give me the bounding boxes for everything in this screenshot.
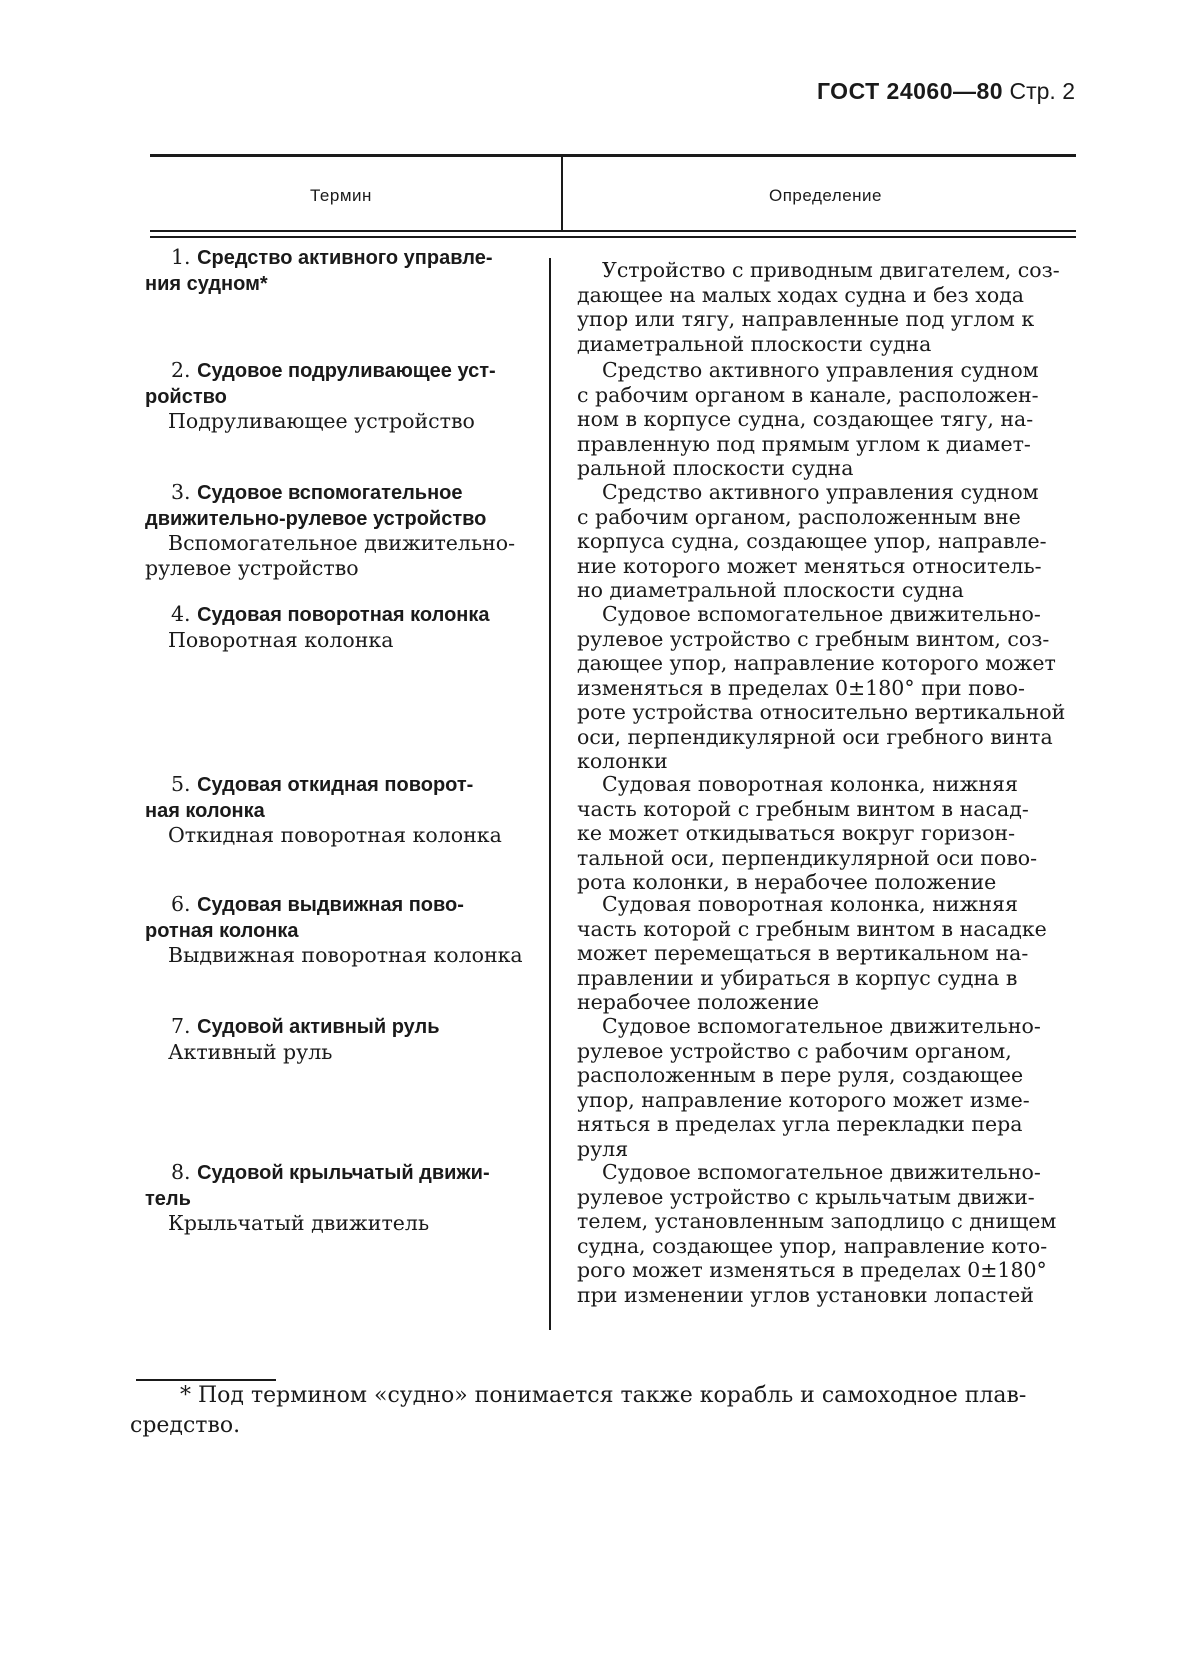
definition-line: часть которой с гребным винтом в насадке [577, 916, 1047, 941]
definition-line: диаметральной плоскости судна [577, 331, 932, 356]
definition-entry-6 [577, 892, 1083, 1015]
definition-line: рулевое устройство с крыльчатым движи- [577, 1184, 1035, 1209]
definition-line: рулевое устройство с гребным винтом, соз- [577, 626, 1050, 651]
definition-line: дающее на малых ходах судна и без хода [577, 282, 1025, 307]
term-synonym: Поворотная колонка [168, 627, 394, 652]
definition-line: изменяться в пределах 0±180° при пово- [577, 675, 1025, 700]
definition-line: Устройство с приводным двигателем, соз- [602, 258, 1060, 282]
definition-line: рулевое устройство с рабочим органом, [577, 1038, 1012, 1063]
term-line: ройство [145, 385, 227, 408]
definition-line: колонки [577, 749, 668, 773]
term-line: 8. Судовой крыльчатый движи- [171, 1160, 490, 1184]
definition-line: упор или тягу, направленные под углом к [577, 307, 1035, 331]
definition-line: руля [577, 1136, 629, 1161]
term-line: ния судном* [145, 272, 268, 295]
definition-entry-5 [577, 772, 1083, 895]
definition-line: ном в корпусе судна, создающее тягу, на- [577, 407, 1034, 431]
term-synonym: Откидная поворотная колонка [168, 823, 502, 847]
term-synonym: Активный руль [168, 1039, 333, 1064]
definition-line: но диаметральной плоскости судна [577, 578, 964, 602]
definition-entry-4 [577, 602, 1083, 774]
footnote-line: средство. [130, 1413, 241, 1438]
header-column-divider [561, 157, 563, 231]
term-synonym: рулевое устройство [145, 555, 359, 580]
definition-line: часть которой с гребным винтом в насад- [577, 796, 1029, 821]
term-line: движительно-рулевое устройство [145, 507, 487, 530]
definition-line: ральной плоскости судна [577, 456, 854, 480]
body-column-divider [549, 258, 551, 1330]
definition-entry-8 [577, 1160, 1083, 1307]
definition-line: Судовая поворотная колонка, нижняя [602, 772, 1018, 796]
term-entry-2 [145, 358, 537, 434]
term-line: 7. Судовой активный руль [171, 1014, 440, 1038]
definition-line: тальной оси, перпендикулярной оси пово- [577, 845, 1038, 870]
term-line: ротная колонка [145, 919, 299, 942]
term-entry-7 [145, 1014, 537, 1064]
definition-line: Судовое вспомогательное движительно- [602, 1014, 1041, 1038]
term-entry-4 [145, 602, 537, 652]
column-header-definition: Определение [769, 186, 882, 205]
definition-line: правлении и убираться в корпус судна в [577, 965, 1018, 990]
definition-line: Судовое вспомогательное движительно- [602, 602, 1041, 626]
definition-line: нерабочее положение [577, 990, 819, 1014]
definition-line: Судовое вспомогательное движительно- [602, 1160, 1041, 1184]
term-synonym: Подруливающее устройство [168, 409, 475, 433]
standard-number: ГОСТ 24060—80 [816, 78, 1004, 104]
definition-line: корпуса судна, создающее упор, направле- [577, 529, 1047, 553]
definition-line: расположенным в пере руля, создающее [577, 1063, 1024, 1087]
term-line: 6. Судовая выдвижная пово- [171, 892, 464, 916]
term-line: 5. Судовая откидная поворот- [171, 772, 474, 796]
column-header-term: Термин [310, 186, 372, 205]
definition-line: может перемещаться в вертикальном на- [577, 941, 1029, 965]
page-number: Стр. 2 [1009, 78, 1075, 104]
term-entry-5 [145, 772, 537, 848]
term-synonym: Выдвижная поворотная колонка [168, 943, 523, 967]
definition-line: оси, перпендикулярной оси гребного винта [577, 724, 1053, 749]
term-line: тель [145, 1187, 191, 1210]
definition-line: роте устройства относительно вертикальной [577, 700, 1066, 724]
term-synonym: Крыльчатый движитель [168, 1211, 430, 1235]
definition-entry-1 [577, 258, 1083, 356]
definition-line: рота колонки, в нерабочее положение [577, 870, 997, 894]
term-line: 3. Судовое вспомогательное [171, 480, 463, 504]
definition-line: рого может изменяться в пределах 0±180° [577, 1258, 1047, 1282]
term-entry-8 [145, 1160, 537, 1236]
definition-line: ке может откидываться вокруг горизон- [577, 821, 1016, 845]
term-entry-6 [145, 892, 537, 968]
definition-line: Средство активного управления судном [602, 480, 1039, 504]
definition-line: упор, направление которого может изме- [577, 1087, 1030, 1112]
term-line: 2. Судовое подруливающее уст- [171, 358, 496, 382]
definition-line: ние которого может меняться относитель- [577, 553, 1042, 578]
term-entry-1 [145, 245, 537, 296]
definition-line: с рабочим органом в канале, расположен- [577, 382, 1039, 407]
term-line: 4. Судовая поворотная колонка [171, 602, 490, 626]
definition-entry-3 [577, 480, 1083, 603]
term-synonym: Вспомогательное движительно- [168, 531, 516, 555]
definition-line: дающее упор, направление которого может [577, 651, 1056, 675]
definition-line: Судовая поворотная колонка, нижняя [602, 892, 1018, 916]
definition-line: правленную под прямым углом к диамет- [577, 431, 1031, 456]
definition-line: при изменении углов установки лопастей [577, 1282, 1034, 1307]
definition-line: няться в пределах угла перекладки пера [577, 1112, 1023, 1136]
page-header [817, 78, 1075, 105]
definition-line: с рабочим органом, расположенным вне [577, 504, 1021, 529]
definition-entry-2 [577, 358, 1083, 481]
header-bottom-rule-double [150, 236, 1076, 238]
header-bottom-rule [150, 230, 1076, 232]
term-line: 1. Средство активного управле- [171, 245, 493, 269]
definition-line: телем, установленным заподлицо с днищем [577, 1209, 1057, 1233]
definition-line: судна, создающее упор, направление кото- [577, 1233, 1048, 1258]
table-top-rule [150, 154, 1076, 157]
term-entry-3 [145, 480, 537, 580]
footnote-line: * Под термином «судно» понимается также корабль и самоходное плав- [180, 1383, 1027, 1408]
definition-entry-7 [577, 1014, 1083, 1161]
term-line: ная колонка [145, 799, 265, 822]
definition-line: Средство активного управления судном [602, 358, 1039, 382]
footnote [130, 1381, 1090, 1441]
